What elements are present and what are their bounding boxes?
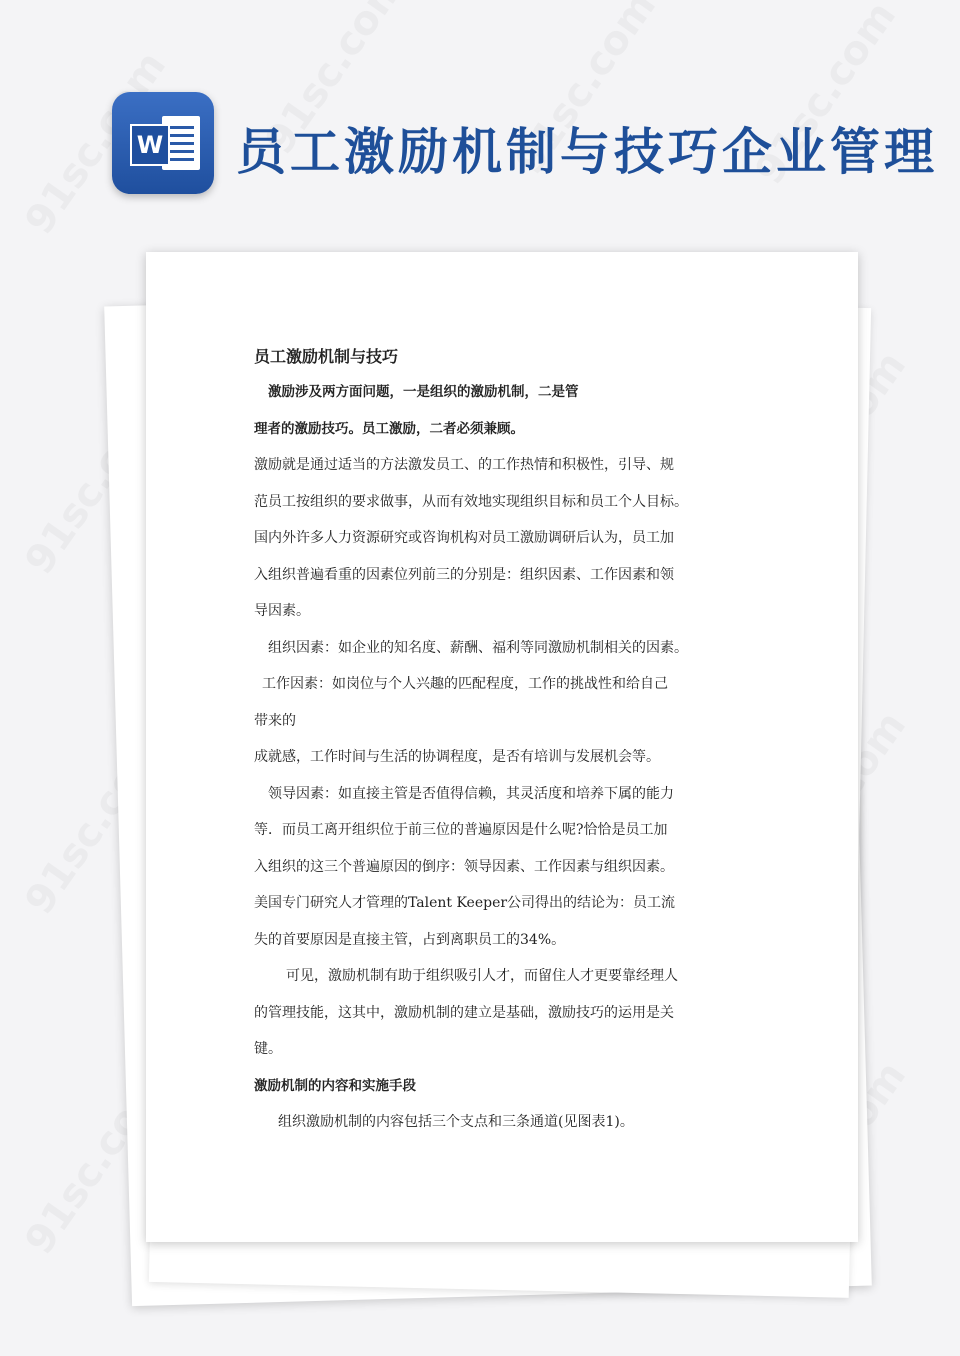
document-page [146, 252, 858, 1242]
paragraph-line: 激励就是通过适当的方法激发员工、的工作热情和积极性，引导、规 [254, 457, 674, 473]
paragraph-line: 理者的激励技巧。员工激励，二者必须兼顾。 [254, 420, 524, 437]
paragraph-line: 成就感，工作时间与生活的协调程度，是否有培训与发展机会等。 [254, 749, 660, 765]
document-heading: 员工激励机制与技巧 [254, 347, 399, 366]
paragraph-line: 组织因素：如企业的知名度、薪酬、福利等同激励机制相关的因素。 [268, 639, 688, 656]
paragraph-line: 激励涉及两方面问题，一是组织的激励机制，二是管 [268, 384, 579, 400]
paragraph-line: 带来的 [254, 712, 296, 729]
page-title: 员工激励机制与技巧企业管理 [236, 123, 938, 181]
document-body [254, 344, 754, 1141]
paragraph-line: 美国专门研究人才管理的Talent Keeper公司得出的结论为：员工流 [254, 895, 676, 911]
paragraph-line: 入组织普遍看重的因素位列前三的分别是：组织因素、工作因素和领 [254, 566, 674, 583]
word-letter: W [130, 124, 170, 166]
word-icon [112, 92, 214, 194]
page-header [0, 0, 960, 240]
paragraph-line: 键。 [254, 1041, 282, 1057]
paragraph-line: 的管理技能，这其中，激励机制的建立是基础，激励技巧的运用是关 [254, 1004, 674, 1021]
paragraph-line: 工作因素：如岗位与个人兴趣的匹配程度，工作的挑战性和给自己 [262, 676, 668, 692]
paragraph-line: 领导因素：如直接主管是否值得信赖，其灵活度和培养下属的能力 [268, 785, 674, 802]
section-heading: 激励机制的内容和实施手段 [254, 1077, 416, 1094]
paragraph-line: 范员工按组织的要求做事，从而有效地实现组织目标和员工个人目标。 [254, 493, 688, 510]
paragraph-line: 入组织的这三个普遍原因的倒序：领导因素、工作因素与组织因素。 [254, 858, 674, 875]
paragraph-line: 等．而员工离开组织位于前三位的普遍原因是什么呢?恰恰是员工加 [254, 822, 668, 838]
paragraph-line: 组织激励机制的内容包括三个支点和三条通道(见图表1)。 [278, 1114, 634, 1130]
paragraph-line: 导因素。 [254, 603, 310, 619]
paragraph-line: 失的首要原因是直接主管，占到离职员工的34%。 [254, 931, 566, 948]
paragraph-line: 可见，激励机制有助于组织吸引人才，而留住人才更要靠经理人 [286, 968, 678, 984]
paragraph-line: 国内外许多人力资源研究或咨询机构对员工激励调研后认为，员工加 [254, 530, 674, 546]
